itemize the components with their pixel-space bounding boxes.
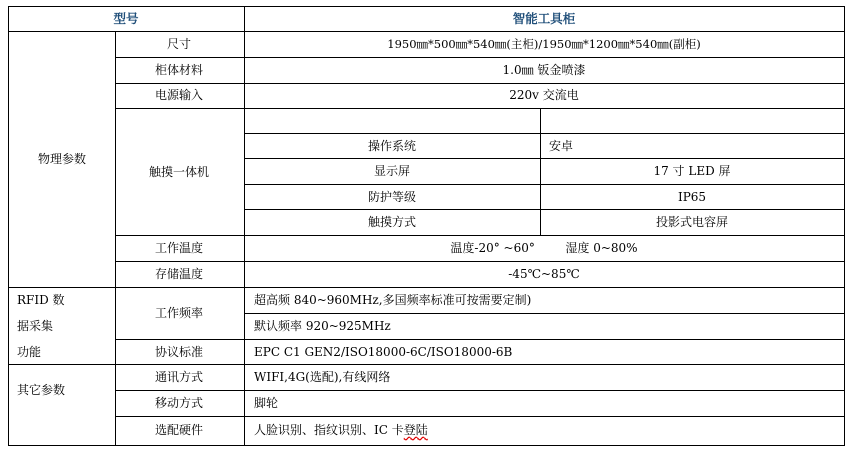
value-optional-hw (254, 423, 428, 437)
label-frequency: 工作频率 (154, 306, 204, 320)
touch-os-value: 安卓 (549, 139, 574, 153)
grid-line (244, 133, 845, 134)
group-physical: 物理参数 (37, 152, 87, 166)
label-material: 柜体材料 (154, 63, 204, 77)
value-storage-temp: -45℃~85℃ (508, 267, 580, 281)
optional-hw-text: 人脸识别、指纹识别、IC 卡 (254, 423, 404, 437)
label-optional-hw: 选配硬件 (154, 423, 204, 437)
group-rfid-line3: 功能 (17, 345, 42, 359)
label-power: 电源输入 (154, 88, 204, 102)
value-power: 220v 交流电 (509, 88, 579, 102)
grid-line (115, 416, 845, 417)
group-other: 其它参数 (17, 383, 66, 397)
grid-line (8, 364, 845, 365)
value-protocol: EPC C1 GEN2/ISO18000-6C/ISO18000-6B (254, 345, 513, 359)
label-work-temp: 工作温度 (154, 241, 204, 255)
touch-protection-name: 防护等级 (367, 190, 417, 204)
touch-method-value: 投影式电容屏 (655, 215, 729, 229)
grid-line (8, 6, 845, 7)
grid-line (540, 108, 541, 235)
grid-line (115, 261, 845, 262)
grid-line (115, 339, 845, 340)
spellcheck-marked-word: 登陆 (403, 423, 428, 437)
value-comm: WIFI,4G(选配),有线网络 (254, 370, 391, 384)
label-size: 尺寸 (166, 37, 192, 51)
value-material: 1.0㎜ 钣金喷漆 (502, 63, 586, 77)
grid-line (244, 184, 845, 185)
grid-line (8, 6, 9, 446)
grid-line (8, 287, 845, 288)
label-storage-temp: 存储温度 (154, 267, 204, 281)
group-rfid-line2: 据采集 (17, 319, 54, 333)
label-comm: 通讯方式 (154, 370, 204, 384)
group-rfid-line1: RFID 数 (17, 293, 65, 307)
grid-line (844, 6, 845, 446)
value-work-temp: 温度-20° ~60° 湿度 0~80% (450, 241, 638, 255)
grid-line (115, 31, 116, 446)
grid-line (115, 57, 845, 58)
grid-line (244, 209, 845, 210)
grid-line (244, 158, 845, 159)
label-touch-panel: 触摸一体机 (148, 165, 210, 179)
value-size: 1950㎜*500㎜*540㎜(主柜)/1950㎜*1200㎜*540㎜(副柜) (387, 37, 701, 51)
grid-line (115, 108, 845, 109)
grid-line (8, 31, 845, 32)
grid-line (115, 235, 845, 236)
grid-line (115, 83, 845, 84)
grid-line (244, 313, 845, 314)
value-frequency-line1: 超高频 840~960MHz,多国频率标准可按需要定制) (254, 293, 532, 307)
header-model: 型号 (113, 11, 139, 26)
value-frequency-line2: 默认频率 920~925MHz (254, 319, 391, 333)
header-product: 智能工具柜 (512, 11, 576, 26)
label-move: 移动方式 (154, 396, 204, 410)
label-protocol: 协议标准 (154, 345, 204, 359)
touch-display-name: 显示屏 (373, 164, 411, 178)
touch-protection-value: IP65 (677, 190, 707, 204)
touch-os-name: 操作系统 (367, 139, 417, 153)
touch-display-value: 17 寸 LED 屏 (653, 164, 731, 178)
grid-line (244, 6, 245, 446)
grid-line (115, 390, 845, 391)
spec-table (8, 6, 845, 446)
touch-method-name: 触摸方式 (367, 215, 417, 229)
value-move: 脚轮 (254, 396, 279, 410)
grid-line (8, 445, 845, 446)
